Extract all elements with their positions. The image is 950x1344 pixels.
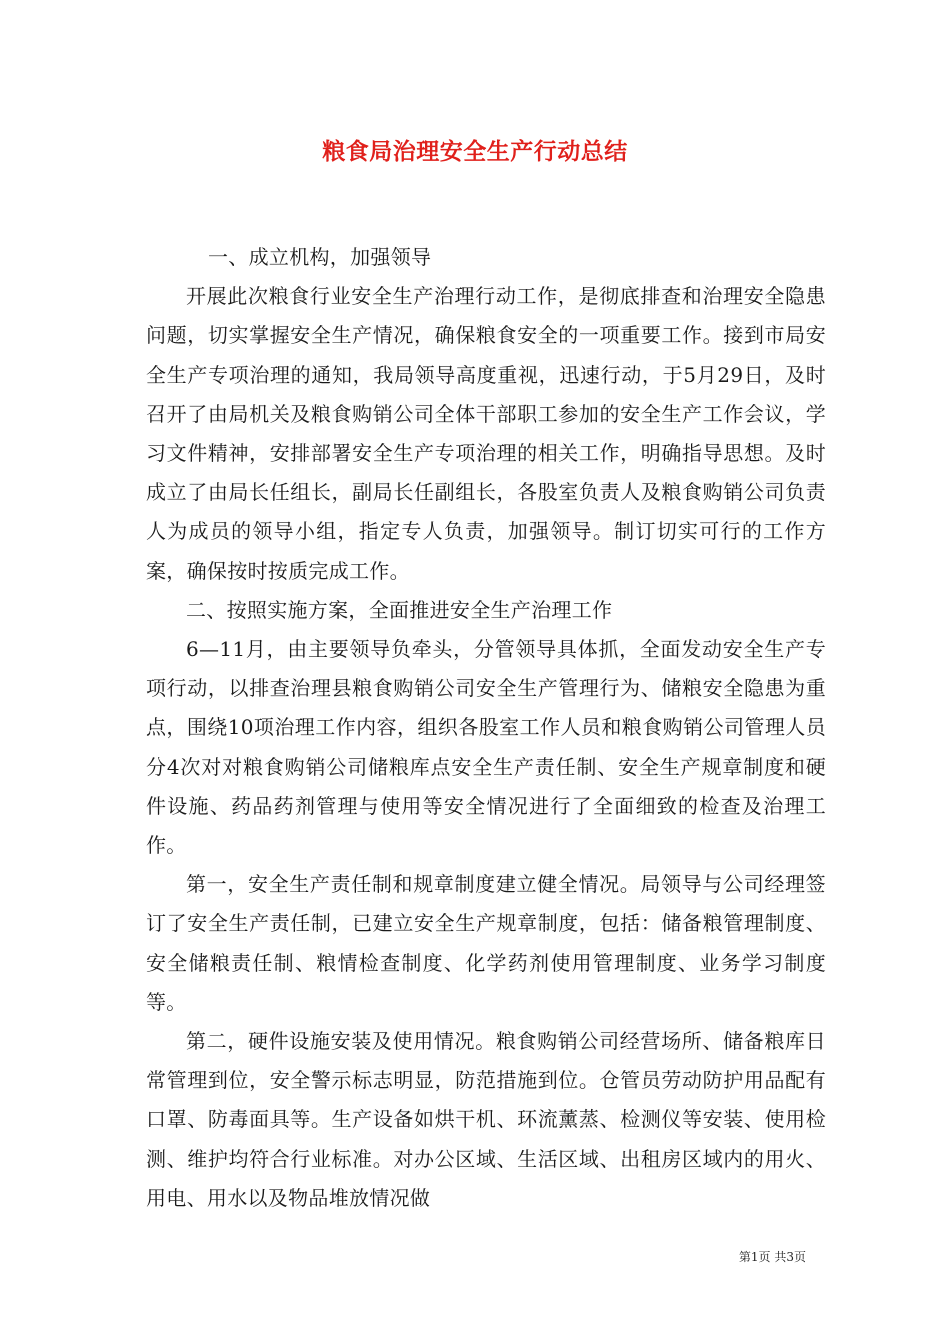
document-title: 粮食局治理安全生产行动总结 xyxy=(322,139,628,165)
document-body xyxy=(146,238,826,1218)
paragraph-4: 第二，硬件设施安装及使用情况。粮食购销公司经营场所、储备粮库日常管理到位，安全警示标志明显，防范措施到位。仓管员劳动防护用品配有口罩、防毒面具等。生产设备如烘干机、环流薰蒸、检测仪等安装、使用检测、维护均符合行业标准。对办公区域、生活区域、出租房区域内的用火、用电、用水以及物品堆放情况做 xyxy=(146,1029,826,1210)
section-heading-1: 一、成立机构，加强领导 xyxy=(208,245,432,269)
paragraph-3: 第一，安全生产责任制和规章制度建立健全情况。局领导与公司经理签订了安全生产责任制，已建立安全生产规章制度，包括：储备粮管理制度、安全储粮责任制、粮情检查制度、化学药剂使用管理制度、业务学习制度等。 xyxy=(146,872,826,1014)
paragraph-2: 6—11月，由主要领导负牵头，分管领导具体抓，全面发动安全生产专项行动，以排查治理县粮食购销公司安全生产管理行为、储粮安全隐患为重点，围绕10项治理工作内容，组织各股室工作人员和粮食购销公司管理人员分4次对对粮食购销公司储粮库点安全生产责任制、安全生产规章制度和硬件设施、药品药剂管理与使用等安全情况进行了全面细致的检查及治理工作。 xyxy=(146,637,826,858)
section-heading-2: 二、按照实施方案，全面推进安全生产治理工作 xyxy=(186,597,613,622)
page-number: 第1页 共3页 xyxy=(738,1250,806,1264)
paragraph-1: 开展此次粮食行业安全生产治理行动工作，是彻底排查和治理安全隐患问题，切实掌握安全生产情况，确保粮食安全的一项重要工作。接到市局安全生产专项治理的通知，我局领导高度重视，迅速行动，于5月29日，及时召开了由局机关及粮食购销公司全体干部职工参加的安全生产工作会议，学习文件精神，安排部署安全生产专项治理的相关工作，明确指导思想。及时成立了由局长任组长，副局长任副组长，各股室负责人及粮食购销公司负责人为成员的领导小组，指定专人负责，加强领导。制订切实可行的工作方案，确保按时按质完成工作。 xyxy=(146,284,826,583)
